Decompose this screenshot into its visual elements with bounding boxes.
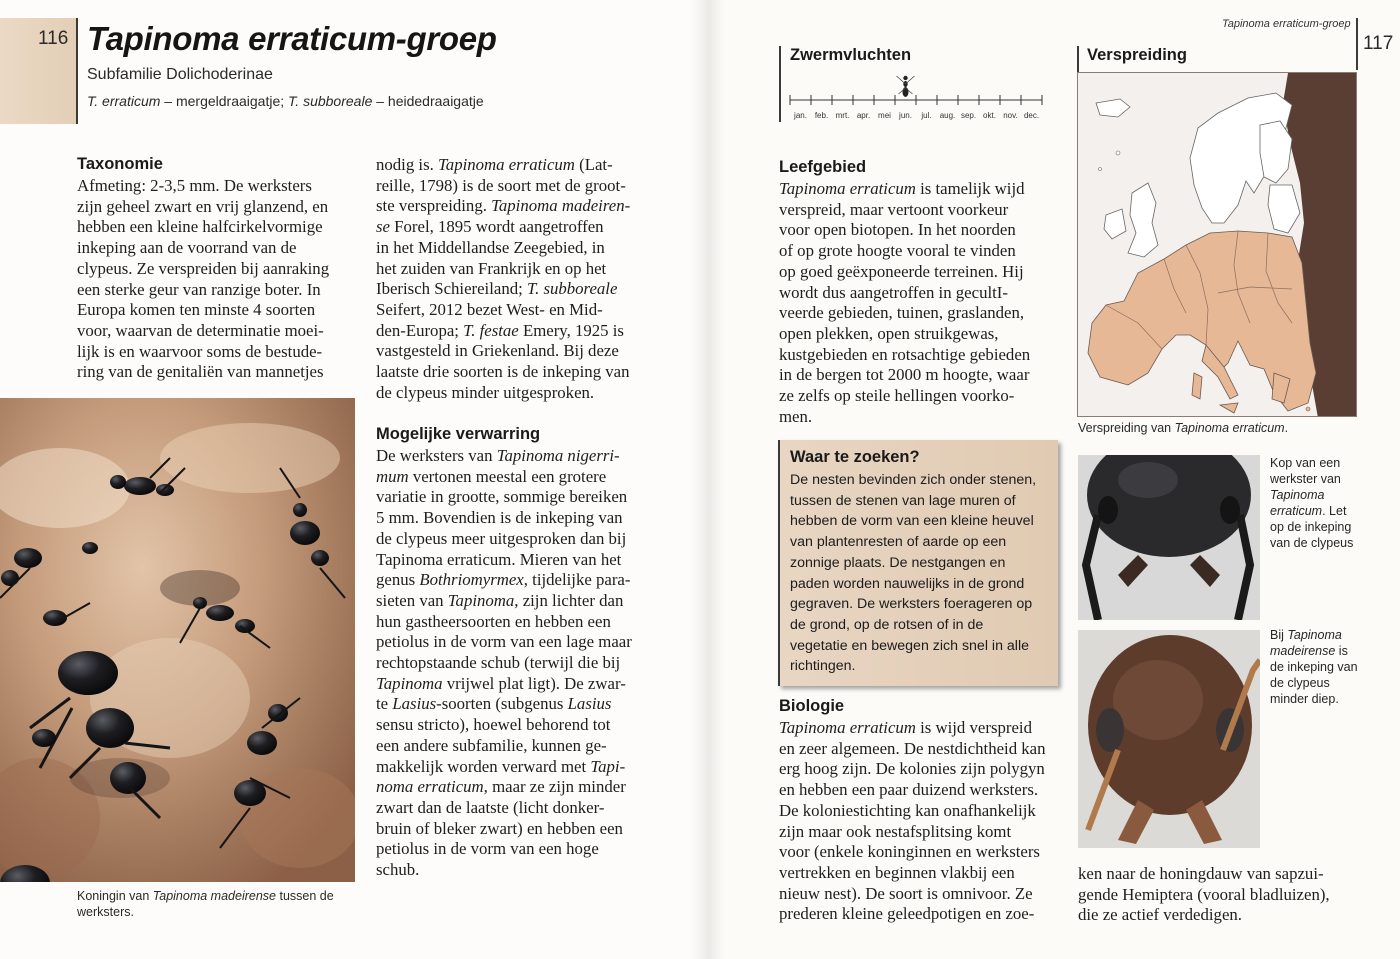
text-line: zijn maar ook nestafsplitsing komt bbox=[779, 821, 1012, 841]
species-common-names: T. erraticum – mergeldraaigatje; T. subboreale – heidedraaigatje bbox=[87, 93, 484, 109]
text-line: in de bergen tot 2000 m hoogte, waar bbox=[779, 365, 1030, 385]
text-line: De nesten bevinden zich onder stenen, bbox=[790, 472, 1037, 488]
verwarring-text bbox=[376, 446, 661, 881]
text-line: de clypeus meer uitgesproken dan bij bbox=[376, 528, 627, 548]
page-number-right: 117 bbox=[1363, 33, 1394, 54]
text-line: ste verspreiding. Tapinoma madeiren- bbox=[376, 196, 631, 216]
subfamily: Subfamilie Dolichoderinae bbox=[87, 66, 273, 83]
text-line: op goed geëxponeerde terreinen. Hij bbox=[779, 261, 1024, 281]
text-line: nodig is. Tapinoma erraticum (Lat- bbox=[376, 155, 613, 174]
madeirense-head-illustration bbox=[1078, 630, 1260, 848]
text-line: zwart dan de laatste (licht donker- bbox=[376, 797, 605, 817]
text-line: het zuiden van Frankrijk en op het bbox=[376, 258, 607, 278]
waar-box-bar bbox=[778, 440, 780, 686]
month-label: aug. bbox=[939, 111, 956, 120]
text-line: paden worden nauwelijks in de grond bbox=[790, 575, 1025, 592]
text-line: mum vertonen meestal een grotere bbox=[376, 466, 607, 486]
text-line: ze zelfs op steile hellingen voorko- bbox=[779, 386, 1015, 406]
text-line: en zeer algemeen. De nestdichtheid kan bbox=[779, 738, 1046, 758]
text-line: genus Bothriomyrmex, tijdelijke para- bbox=[376, 570, 631, 590]
text-line: sensu stricto), hoewel behorend tot bbox=[376, 715, 611, 735]
waar-text bbox=[790, 470, 1052, 677]
text-line: Tapinoma erraticum is tamelijk wijd bbox=[779, 179, 1025, 198]
text-line: prederen kleine geleedpotigen en zoe- bbox=[779, 904, 1035, 924]
text-line: schub. bbox=[376, 860, 420, 880]
text-line: makkelijk worden verward met Tapi- bbox=[376, 756, 626, 776]
text-line: Europa komen ten minste 4 soorten bbox=[77, 300, 316, 320]
month-label: okt. bbox=[983, 111, 996, 120]
text-line: Tapinoma vrijwel plat ligt). De zwar- bbox=[376, 673, 626, 693]
worker-head-caption bbox=[1270, 455, 1380, 551]
month-label: mrt. bbox=[835, 111, 850, 120]
zwerm-heading: Zwermvluchten bbox=[790, 46, 912, 64]
text-line: sieten van Tapinoma, zijn lichter dan bbox=[376, 590, 624, 610]
text-line: voor, waarvan de determinatie moei- bbox=[77, 320, 324, 340]
text-line: in het Middellandse Zeegebied, in bbox=[376, 237, 605, 257]
text-line: se Forel, 1895 wordt aangetroffen bbox=[376, 217, 604, 237]
text-line: nieuw nest). De soort is omnivoor. Ze bbox=[779, 883, 1033, 903]
biologie-heading: Biologie bbox=[779, 697, 845, 715]
text-line: gende Hemiptera (vooral bladluizen), bbox=[1078, 884, 1330, 904]
text-line: wordt dus aangetroffen in gecultI- bbox=[779, 282, 1008, 302]
text-line: vastgesteld in Griekenland. Bij deze bbox=[376, 341, 619, 361]
species-name: T. subboreale bbox=[288, 93, 373, 109]
text-line: 5 mm. Bovendien is de inkeping van bbox=[376, 508, 623, 528]
text-line: clypeus. Ze verspreiden bij aanraking bbox=[77, 258, 330, 278]
caption-line: de inkeping van bbox=[1270, 660, 1358, 674]
text-line: die ze actief verdedigen. bbox=[1078, 905, 1242, 925]
month-label: sep. bbox=[960, 111, 977, 120]
photo-queen-and-workers bbox=[0, 398, 355, 882]
madeirense-head-caption bbox=[1270, 627, 1380, 707]
text-line: hun gastheersoorten en hebben een bbox=[376, 611, 611, 631]
taxonomie-text-continued bbox=[376, 155, 661, 403]
text-line: ring van de genitaliën van mannetjes bbox=[77, 362, 324, 382]
text-line: Tapinoma erraticum. Mieren van het bbox=[376, 549, 622, 569]
swarm-flight-timeline bbox=[786, 70, 1048, 122]
text-line: voor open biotopen. In het noorden bbox=[779, 220, 1016, 240]
text-line: erg hoog zijn. De kolonies zijn polygyn bbox=[779, 759, 1045, 779]
photo-head-madeirense bbox=[1078, 630, 1260, 848]
book-gutter bbox=[690, 0, 724, 959]
text-line: te Lasius-soorten (subgenus Lasius bbox=[376, 694, 612, 714]
biologie-continued bbox=[1078, 864, 1368, 926]
text-line: lijk is en waarvoor soms de bestude- bbox=[77, 341, 323, 361]
page-tab-divider bbox=[76, 18, 78, 124]
text-line: een andere subfamilie, kunnen ge- bbox=[376, 735, 607, 755]
text-line: van plantenresten of aarde op een bbox=[790, 534, 1007, 551]
photo-caption-left: Koningin van Tapinoma madeirense tussen de werksters. bbox=[77, 889, 334, 919]
text-line: kustgebieden en rotsachtige gebieden bbox=[779, 344, 1031, 364]
month-label: mei bbox=[878, 111, 891, 120]
ants-photo-illustration bbox=[0, 398, 355, 882]
caption-line: Bij Tapinoma bbox=[1270, 628, 1342, 642]
species-name: T. erraticum bbox=[87, 93, 161, 109]
text-line: reille, 1798) is de soort met de groot- bbox=[376, 175, 626, 195]
text-line: noma erraticum, maar ze zijn minder bbox=[376, 777, 626, 797]
page-title: Tapinoma erraticum-groep bbox=[87, 20, 497, 57]
month-label: nov. bbox=[1003, 111, 1018, 120]
text-line: Iberisch Schiereiland; T. subboreale bbox=[376, 279, 618, 299]
text-line: zonnige plaats. De nestgangen en bbox=[790, 554, 1006, 571]
text-line: Afmeting: 2-3,5 mm. De werksters bbox=[77, 176, 312, 195]
taxonomie-text bbox=[77, 176, 352, 383]
month-label: jan. bbox=[794, 111, 807, 120]
biologie-text bbox=[779, 718, 1064, 925]
month-label: feb. bbox=[814, 111, 829, 120]
waar-heading: Waar te zoeken? bbox=[790, 448, 920, 466]
text-line: voor (enkele koninginnen en werksters bbox=[779, 842, 1040, 862]
caption-line: van de clypeus bbox=[1270, 536, 1354, 550]
leefgebied-text bbox=[779, 179, 1064, 427]
caption-line: madeirense is bbox=[1270, 644, 1348, 658]
text-line: den-Europa; T. festae Emery, 1925 is bbox=[376, 320, 624, 340]
verwarring-heading: Mogelijke verwarring bbox=[376, 425, 541, 443]
swarm-ant-icon bbox=[897, 76, 915, 97]
month-label: jun. bbox=[899, 111, 912, 120]
text-line: tussen de stenen van lage muren of bbox=[790, 492, 1016, 509]
zwerm-bar bbox=[779, 46, 781, 122]
page-number-divider bbox=[1356, 18, 1358, 70]
caption-line: de clypeus bbox=[1270, 676, 1330, 690]
text-line: richtingen. bbox=[790, 658, 856, 675]
page-number-left: 116 bbox=[38, 28, 69, 49]
text-line: gegraven. De werksters foerageren op bbox=[790, 596, 1033, 613]
caption-line: werkster van bbox=[1270, 472, 1341, 486]
text-line: De werksters van Tapinoma nigerri- bbox=[376, 446, 620, 465]
text-line: zijn geheel zwart en vrij glanzend, en bbox=[77, 196, 329, 216]
text-line: of op grote hoogte vooral te vinden bbox=[779, 241, 1016, 261]
europe-map-illustration bbox=[1078, 73, 1357, 417]
text-line: rechtopstaande schub (terwijl die bij bbox=[376, 653, 621, 673]
verspreiding-heading: Verspreiding bbox=[1087, 46, 1187, 64]
text-line: en hebben een paar duizend werksters. bbox=[779, 780, 1039, 800]
caption-line: Kop van een bbox=[1270, 456, 1341, 470]
caption-line: minder diep. bbox=[1270, 692, 1339, 706]
month-label: jul. bbox=[921, 111, 932, 120]
worker-head-illustration bbox=[1078, 455, 1260, 620]
caption-line: Tapinoma bbox=[1270, 488, 1325, 502]
text-line: een sterke geur van ranzige boter. In bbox=[77, 279, 321, 299]
taxonomie-heading: Taxonomie bbox=[77, 155, 163, 173]
leefgebied-heading: Leefgebied bbox=[779, 158, 867, 176]
month-label: apr. bbox=[856, 111, 871, 120]
text-line: men. bbox=[779, 406, 813, 426]
text-line: veerde gebieden, tuinen, graslanden, bbox=[779, 303, 1025, 323]
text-line: ken naar de honingdauw van sapzui- bbox=[1078, 864, 1324, 883]
photo-worker-head-erraticum bbox=[1078, 455, 1260, 620]
caption-line: op de inkeping bbox=[1270, 520, 1352, 534]
text-line: de clypeus minder uitgesproken. bbox=[376, 382, 595, 402]
text-line: petiolus in de vorm van een hoge bbox=[376, 839, 599, 859]
text-line: verspreid, maar vertoont voorkeur bbox=[779, 199, 1009, 219]
month-label: dec. bbox=[1023, 111, 1040, 120]
text-line: vegetatie en bewegen zich snel in alle bbox=[790, 637, 1029, 654]
text-line: variatie in grootte, sommige bereiken bbox=[376, 487, 628, 507]
text-line: inkeping aan de voorrand van de bbox=[77, 238, 297, 258]
verspreiding-bar bbox=[1077, 46, 1079, 73]
text-line: laatste drie soorten is de inkeping van bbox=[376, 362, 630, 382]
text-line: bruin of bleker zwart) en hebben een bbox=[376, 818, 623, 838]
text-line: petiolus in de vorm van een lage maar bbox=[376, 632, 632, 652]
text-line: hebben de vorm van een kleine heuvel bbox=[790, 513, 1034, 530]
text-line: De koloniestichting kan onafhankelijk bbox=[779, 800, 1036, 820]
text-line: Tapinoma erraticum is wijd verspreid bbox=[779, 718, 1032, 737]
text-line: hebben een kleine halfcirkelvormige bbox=[77, 217, 323, 237]
distribution-map bbox=[1077, 72, 1357, 417]
text-line: de grond, op de rotsen of in de bbox=[790, 616, 984, 633]
map-caption: Verspreiding van Tapinoma erraticum. bbox=[1078, 421, 1289, 435]
text-line: vertrekken en beginnen vlakbij een bbox=[779, 862, 1015, 882]
text-line: open plekken, open struikgewas, bbox=[779, 323, 999, 343]
text-line: Seifert, 2012 bezet West- en Mid- bbox=[376, 299, 603, 319]
running-head: Tapinoma erraticum-groep bbox=[1222, 18, 1351, 30]
caption-line: erraticum. Let bbox=[1270, 504, 1347, 518]
